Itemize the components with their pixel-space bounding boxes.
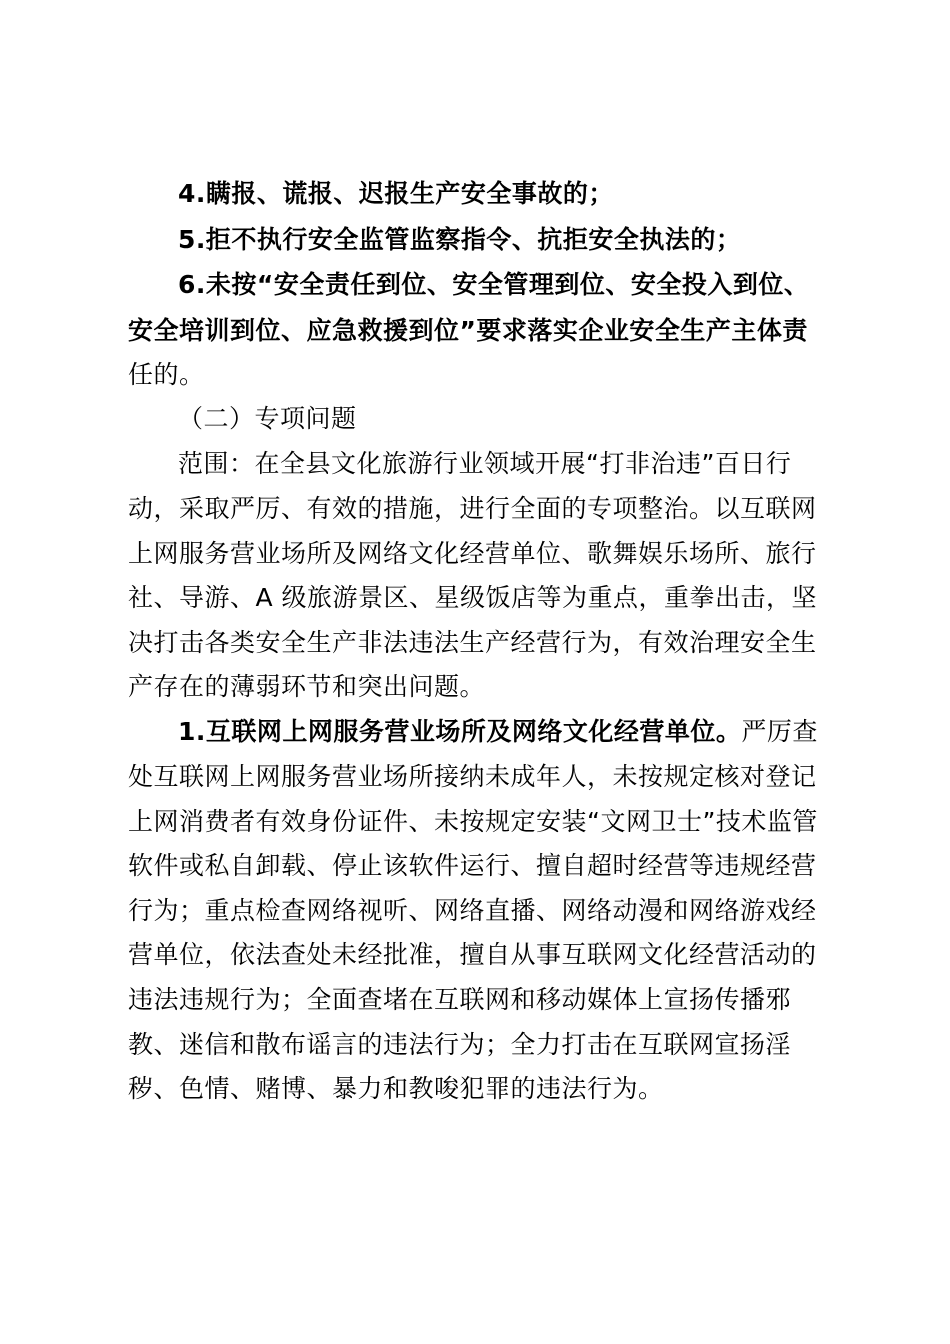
- scope-line-4: 社、导游、A 级旅游景区、星级饭店等为重点，重拳出击，坚: [128, 583, 818, 612]
- point1-line-2: 处互联网上网服务营业场所接纳未成年人，未按规定核对登记: [128, 762, 817, 791]
- point1-title: 1.互联网上网服务营业场所及网络文化经营单位。: [178, 717, 742, 746]
- point1-line-6: 营单位，依法查处未经批准，擅自从事互联网文化经营活动的: [128, 940, 817, 969]
- point1-line-3: 上网消费者有效身份证件、未按规定安装“文网卫士”技术监管: [128, 807, 818, 836]
- list-item-6-line1: 6.未按“安全责任到位、安全管理到位、安全投入到位、: [178, 270, 810, 299]
- scope-line-2: 动，采取严厉、有效的措施，进行全面的专项整治。以互联网: [128, 494, 817, 523]
- scope-line-6: 产存在的薄弱环节和突出问题。: [128, 672, 486, 701]
- point1-line-5: 行为；重点检查网络视听、网络直播、网络动漫和网络游戏经: [128, 896, 817, 925]
- point1-line-1: [178, 716, 878, 748]
- list-item-4: 4.瞒报、谎报、迟报生产安全事故的；: [178, 179, 614, 208]
- list-item-6-line3: 任的。: [128, 360, 205, 389]
- point1-line1-rest: 严厉查: [741, 717, 818, 746]
- section-heading: （二）专项问题: [178, 404, 357, 433]
- list-item-5: 5.拒不执行安全监管监察指令、抗拒安全执法的；: [178, 225, 742, 254]
- point1-line-8: 教、迷信和散布谣言的违法行为；全力打击在互联网宣扬淫: [128, 1030, 792, 1059]
- scope-line-1: 范围：在全县文化旅游行业领域开展“打非治违”百日行: [178, 449, 792, 478]
- point1-line-7: 违法违规行为；全面查堵在互联网和移动媒体上宣扬传播邪: [128, 985, 792, 1014]
- list-item-6-line2: 安全培训到位、应急救援到位”要求落实企业安全生产主体责: [128, 316, 808, 345]
- point1-line-4: 软件或私自卸载、停止该软件运行、擅自超时经营等违规经营: [128, 851, 817, 880]
- scope-line-3: 上网服务营业场所及网络文化经营单位、歌舞娱乐场所、旅行: [128, 539, 817, 568]
- scope-line-5: 决打击各类安全生产非法违法生产经营行为，有效治理安全生: [128, 628, 817, 657]
- point1-line-9: 秽、色情、赌博、暴力和教唆犯罪的违法行为。: [128, 1074, 664, 1103]
